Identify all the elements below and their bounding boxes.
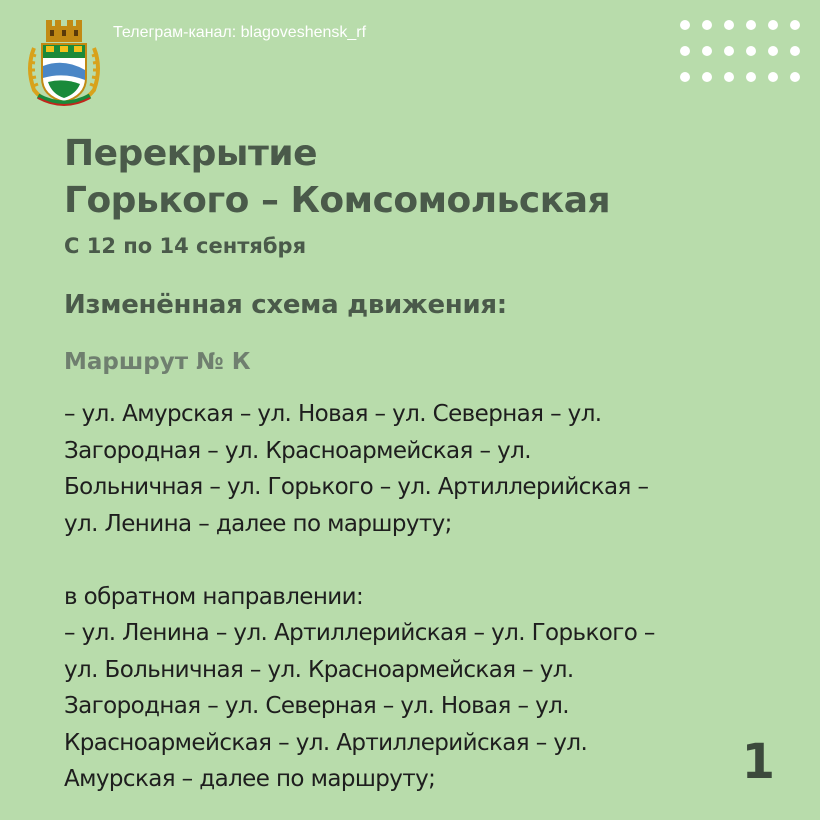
forward-line: Больничная – ул. Горького – ул. Артиллерийская – [64, 474, 649, 500]
grid-dot [768, 46, 778, 56]
grid-dot [746, 20, 756, 30]
grid-dot [746, 46, 756, 56]
grid-dot [680, 20, 690, 30]
reverse-line: Красноармейская – ул. Артиллерийская – ул. [64, 729, 588, 756]
route-label: Маршрут № К [64, 349, 251, 375]
grid-dot [724, 46, 734, 56]
page-title [64, 130, 610, 224]
reverse-line: Загородная – ул. Северная – ул. Новая – ул. [64, 693, 569, 719]
blank-spacer [64, 542, 764, 579]
telegram-channel-label: Телеграм-канал: blagoveshensk_rf [113, 24, 367, 41]
grid-dot [768, 72, 778, 82]
reverse-line: – ул. Ленина – ул. Артиллерийская – ул. Горького – [64, 620, 655, 646]
scheme-heading: Изменённая схема движения: [64, 290, 507, 320]
grid-dot [702, 46, 712, 56]
reverse-heading: в обратном направлении: [64, 583, 364, 610]
grid-dot [680, 72, 690, 82]
grid-dot [702, 72, 712, 82]
forward-line: – ул. Амурская – ул. Новая – ул. Северная – ул. [64, 401, 602, 427]
forward-line: ул. Ленина – далее по маршруту; [64, 510, 452, 537]
grid-dot [746, 72, 756, 82]
grid-dot [768, 20, 778, 30]
grid-dot [790, 20, 800, 30]
closure-dates: С 12 по 14 сентября [64, 234, 307, 258]
route-description [64, 396, 764, 798]
city-coat-of-arms-icon [20, 18, 108, 110]
forward-line: Загородная – ул. Красноармейская – ул. [64, 437, 531, 464]
page-number: 1 [741, 734, 775, 790]
grid-dot [680, 46, 690, 56]
grid-dot [702, 20, 712, 30]
grid-dot [790, 72, 800, 82]
reverse-line: Амурская – далее по маршруту; [64, 766, 436, 792]
title-line-2: Горького – Комсомольская [64, 180, 611, 221]
grid-dot [790, 46, 800, 56]
dot-grid-icon [679, 19, 801, 83]
grid-dot [724, 20, 734, 30]
reverse-line: ул. Больничная – ул. Красноармейская – ул. [64, 656, 574, 683]
grid-dot [724, 72, 734, 82]
title-line-1: Перекрытие [64, 133, 317, 174]
